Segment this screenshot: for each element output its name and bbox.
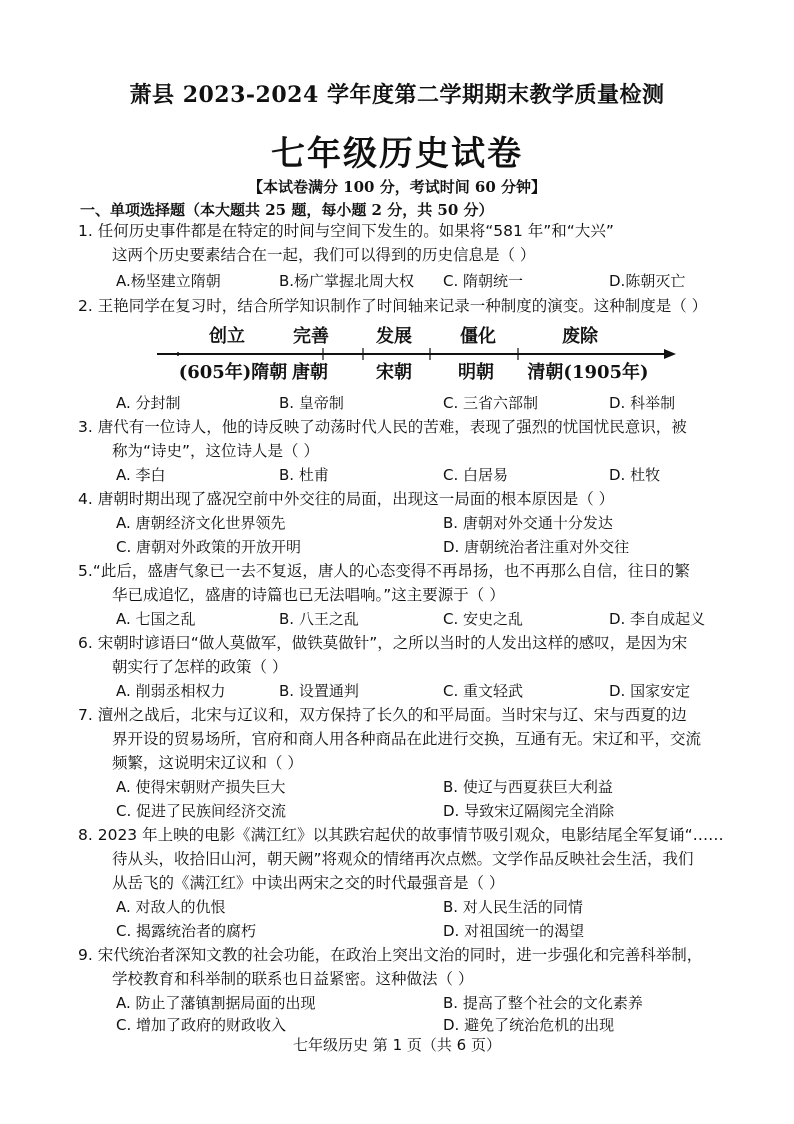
section-heading: 一、单项选择题（本大题共 25 题，每小题 2 分，共 50 分） <box>80 201 494 219</box>
timeline-label-sui: (605年)隋朝 <box>178 362 288 383</box>
question-4-option-d[interactable]: D. 唐朝统治者注重对外交往 <box>443 538 630 556</box>
question-6-line-2: 朝实行了怎样的政策（ ） <box>112 658 288 676</box>
question-7-line-2: 界开设的贸易场所，官府和商人用各种商品在此进行交换，互通有无。宋辽和平，交流 <box>112 730 702 748</box>
question-5-option-c[interactable]: C. 安史之乱 <box>443 610 524 628</box>
question-9-line-2: 学校教育和科举制的联系也日益紧密。这种做法（ ） <box>112 970 474 988</box>
page-footer: 七年级历史 第 1 页（共 6 页） <box>293 1036 501 1054</box>
exam-note: 【本试卷满分 100 分，考试时间 60 分钟】 <box>247 178 547 196</box>
question-2-option-c[interactable]: C. 三省六部制 <box>443 394 539 412</box>
timeline-label-ming: 明朝 <box>458 362 494 383</box>
question-5-line-1: 5.“此后，盛唐气象已一去不复返，唐人的心态变得不再昂扬，也不再那么自信，往日的繁 <box>78 562 690 580</box>
question-2-line-1: 2. 王艳同学在复习时，结合所学知识制作了时间轴来记录一种制度的演变。这种制度是（ ） <box>78 297 708 315</box>
question-1-option-a[interactable]: A.杨坚建立隋朝 <box>116 272 221 290</box>
timeline-label-jianghua: 僵化 <box>460 326 496 347</box>
question-4-option-a[interactable]: A. 唐朝经济文化世界领先 <box>116 514 286 532</box>
question-9-option-a[interactable]: A. 防止了藩镇割据局面的出现 <box>116 994 316 1012</box>
question-2-option-a[interactable]: A. 分封制 <box>116 394 181 412</box>
question-8-line-1: 8. 2023 年上映的电影《满江红》以其跌宕起伏的故事情节吸引观众，电影结尾全军复诵“…… <box>78 826 724 844</box>
question-8-line-2: 待从头，收拾旧山河，朝天阙”将观众的情绪再次点燃。文学作品反映社会生活，我们 <box>112 850 694 868</box>
question-7-option-c[interactable]: C. 促进了民族间经济交流 <box>116 802 287 820</box>
question-6-option-a[interactable]: A. 削弱丞相权力 <box>116 682 226 700</box>
question-3-line-2: 称为“诗史”，这位诗人是（ ） <box>112 442 319 460</box>
question-9-option-b[interactable]: B. 提高了整个社会的文化素养 <box>443 994 643 1012</box>
exam-subtitle: 七年级历史试卷 <box>271 134 523 174</box>
question-3-option-b[interactable]: B. 杜甫 <box>279 466 329 484</box>
question-5-option-d[interactable]: D. 李自成起义 <box>609 610 706 628</box>
question-4-option-b[interactable]: B. 唐朝对外交通十分发达 <box>443 514 613 532</box>
timeline-label-wanshan: 完善 <box>293 326 329 347</box>
question-8-option-c[interactable]: C. 揭露统治者的腐朽 <box>116 922 257 940</box>
question-6-option-d[interactable]: D. 国家安定 <box>609 682 691 700</box>
question-2-option-b[interactable]: B. 皇帝制 <box>279 394 344 412</box>
question-5-option-b[interactable]: B. 八王之乱 <box>279 610 359 628</box>
question-5-line-2: 华已成追忆，盛唐的诗篇也已无法唱响。”这主要源于（ ） <box>112 586 505 604</box>
question-3-option-d[interactable]: D. 杜牧 <box>609 466 661 484</box>
question-1-option-c[interactable]: C. 隋朝统一 <box>443 272 524 290</box>
question-9-option-c[interactable]: C. 增加了政府的财政收入 <box>116 1016 287 1034</box>
question-1-line-1: 1. 任何历史事件都是在特定的时间与空间下发生的。如果将“581 年”和“大兴” <box>78 222 614 240</box>
question-7-option-d[interactable]: D. 导致宋辽隔阂完全消除 <box>443 802 615 820</box>
question-5-option-a[interactable]: A. 七国之乱 <box>116 610 196 628</box>
question-9-option-d[interactable]: D. 避免了统治危机的出现 <box>443 1016 615 1034</box>
question-9-line-1: 9. 宋代统治者深知文教的社会功能，在政治上突出文治的同时，进一步强化和完善科举制， <box>78 946 703 964</box>
question-1-option-d[interactable]: D.陈朝灭亡 <box>609 272 686 290</box>
question-3-option-a[interactable]: A. 李白 <box>116 466 166 484</box>
question-8-line-3: 从岳飞的《满江红》中读出两宋之交的时代最强音是（ ） <box>112 874 505 892</box>
question-7-line-3: 频繁，这说明宋辽议和（ ） <box>112 754 303 772</box>
timeline-label-qing: 清朝(1905年) <box>527 362 649 383</box>
question-6-line-1: 6. 宋朝时谚语曰“做人莫做军，做铁莫做针”，之所以当时的人发出这样的感叹，是因为宋 <box>78 634 688 652</box>
exam-header-title: 萧县 2023-2024 学年度第二学期期末教学质量检测 <box>129 82 665 108</box>
question-4-option-c[interactable]: C. 唐朝对外政策的开放开明 <box>116 538 302 556</box>
timeline-label-feichu: 废除 <box>562 326 598 347</box>
question-2-option-d[interactable]: D. 科举制 <box>609 394 676 412</box>
question-4-line-1: 4. 唐朝时期出现了盛况空前中外交往的局面，出现这一局面的根本原因是（ ） <box>78 490 615 508</box>
question-1-option-b[interactable]: B.杨广掌握北周大权 <box>279 272 415 290</box>
question-8-option-b[interactable]: B. 对人民生活的同情 <box>443 898 583 916</box>
question-3-line-1: 3. 唐代有一位诗人，他的诗反映了动荡时代人民的苦难，表现了强烈的忧国忧民意识，被 <box>78 418 687 436</box>
question-8-option-d[interactable]: D. 对祖国统一的渴望 <box>443 922 585 940</box>
timeline-label-fazhan: 发展 <box>376 326 412 347</box>
question-6-option-c[interactable]: C. 重文轻武 <box>443 682 524 700</box>
timeline-label-tang: 唐朝 <box>292 362 328 383</box>
question-7-option-a[interactable]: A. 使得宋朝财产损失巨大 <box>116 778 286 796</box>
question-6-option-b[interactable]: B. 设置通判 <box>279 682 359 700</box>
question-8-option-a[interactable]: A. 对敌人的仇恨 <box>116 898 226 916</box>
question-3-option-c[interactable]: C. 白居易 <box>443 466 509 484</box>
timeline-label-song: 宋朝 <box>376 362 412 383</box>
timeline-arrow-icon <box>664 349 676 359</box>
question-1-line-2: 这两个历史要素结合在一起，我们可以得到的历史信息是（ ） <box>112 246 536 264</box>
question-7-line-1: 7. 澶州之战后，北宋与辽议和，双方保持了长久的和平局面。当时宋与辽、宋与西夏的边 <box>78 706 687 724</box>
timeline-figure <box>0 322 794 392</box>
question-7-option-b[interactable]: B. 使辽与西夏获巨大利益 <box>443 778 613 796</box>
timeline-label-chuangli: 创立 <box>209 326 245 347</box>
